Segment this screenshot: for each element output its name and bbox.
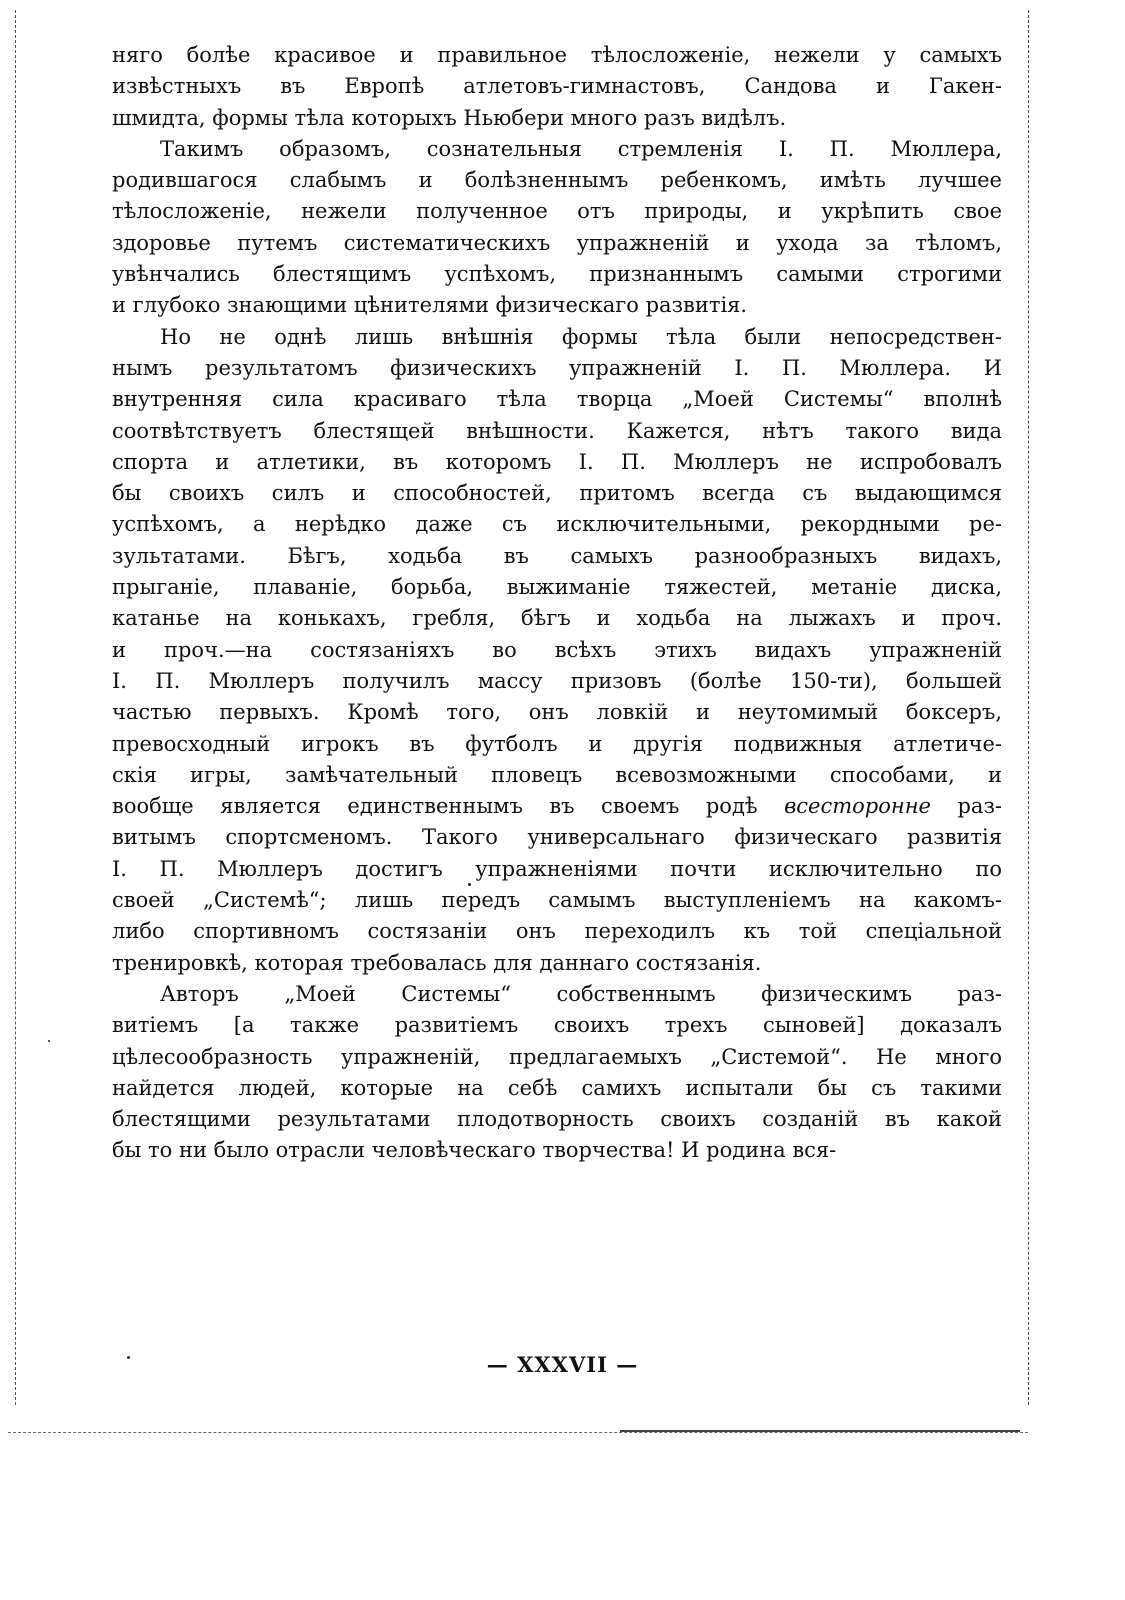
text-line [112, 791, 1002, 822]
text-line: частью первыхъ. Кромѣ того, онъ ловкій и неутомимый боксеръ, [112, 700, 1002, 725]
scan-left-edge [15, 10, 16, 1405]
text-line: здоровье путемъ систематическихъ упражненій и ухода за тѣломъ, [112, 230, 1002, 255]
text-line: и проч.—на состязаніяхъ во всѣхъ этихъ видахъ упражненій [112, 637, 1002, 662]
text-line: Авторъ „Моей Системы“ собственнымъ физическимъ раз- [160, 981, 1002, 1006]
text-line: цѣлесообразность упражненій, предлагаемыхъ „Системой“. Не много [112, 1044, 1002, 1069]
text-line: спорта и атлетики, въ которомъ I. П. Мюллеръ не испробовалъ [112, 449, 1002, 474]
scan-bottom-rule [620, 1430, 1020, 1432]
text-line: I. П. Мюллеръ достигъ упражненіями почти исключительно по [112, 856, 1002, 881]
text-line: нымъ результатомъ физическихъ упражненій I. П. Мюллера. И [112, 355, 1002, 380]
paragraph [112, 134, 1002, 322]
text-line: найдется людей, которые на себѣ самихъ испытали бы съ такими [112, 1075, 1002, 1100]
text-line: катанье на конькахъ, гребля, бѣгъ и ходьба на лыжахъ и проч. [112, 606, 1002, 631]
page-number: — XXXVII — [486, 1352, 639, 1377]
text-run: раз- [930, 794, 1003, 819]
body-text [112, 40, 1002, 1167]
text-line: и глубоко знающими цѣнителями физическаго развитія. [112, 293, 748, 318]
text-run: вообще является единственнымъ въ своемъ родѣ [112, 794, 785, 819]
text-line: I. П. Мюллеръ получилъ массу призовъ (болѣе 150-ти), большей [112, 668, 1002, 693]
text-line: успѣхомъ, а нерѣдко даже съ исключительными, рекордными ре- [112, 512, 1002, 537]
text-line: своей „Системѣ“; лишь передъ самымъ выступленіемъ на какомъ- [112, 888, 1002, 913]
paragraph [112, 40, 1002, 134]
text-line: превосходный игрокъ въ футболъ и другія подвижныя атлетиче- [112, 731, 1002, 756]
scan-speck [48, 1040, 50, 1042]
text-line: тренировкѣ, которая требовалась для даннаго состязанія. [112, 950, 762, 975]
text-line: прыганіе, плаваніе, борьба, выжиманіе тяжестей, метаніе диска, [112, 575, 1002, 600]
text-line: бы своихъ силъ и способностей, притомъ всегда съ выдающимся [112, 481, 1002, 506]
text-line: соотвѣтствуетъ блестящей внѣшности. Кажется, нѣтъ такого вида [112, 418, 1002, 443]
text-line: шмидта, формы тѣла которыхъ Ньюбери много разъ видѣлъ. [112, 105, 787, 130]
text-line: зультатами. Бѣгъ, ходьба въ самыхъ разнообразныхъ видахъ, [112, 543, 1002, 568]
text-line: витіемъ [а также развитіемъ своихъ трехъ сыновей] доказалъ [112, 1013, 1002, 1038]
text-line: либо спортивномъ состязаніи онъ переходилъ къ той спеціальной [112, 919, 1002, 944]
text-line: скія игры, замѣчательный пловецъ всевозможными способами, и [112, 762, 1002, 787]
text-line: витымъ спортсменомъ. Такого универсальнаго физическаго развитія [112, 825, 1002, 850]
paragraph [112, 979, 1002, 1167]
text-line: блестящими результатами плодотворность своихъ созданій въ какой [112, 1107, 1002, 1132]
paragraph [112, 322, 1002, 979]
text-line: Такимъ образомъ, сознательныя стремленія I. П. Мюллера, [160, 136, 1002, 161]
italic-text-run: всесторонне [784, 794, 931, 819]
scan-right-edge [1028, 10, 1029, 1405]
text-line: Но не однѣ лишь внѣшнія формы тѣла были непосредствен- [160, 324, 1002, 349]
text-line: тѣлосложеніе, нежели полученное отъ природы, и укрѣпить свое [112, 199, 1002, 224]
text-line: увѣнчались блестящимъ успѣхомъ, признаннымъ самыми строгими [112, 262, 1002, 287]
text-line: бы то ни было отрасли человѣческаго творчества! И родина вся- [112, 1138, 837, 1163]
text-line: няго болѣе красивое и правильное тѣлосложеніе, нежели у самыхъ [112, 43, 1002, 67]
text-line: извѣстныхъ въ Европѣ атлетовъ-гимнастовъ, Сандова и Гакен- [112, 74, 1002, 99]
scan-bottom-edge [8, 1432, 1028, 1433]
text-line: внутренняя сила красиваго тѣла творца „Моей Системы“ вполнѣ [112, 387, 1002, 412]
text-line: родившагося слабымъ и болѣзненнымъ ребенкомъ, имѣть лучшее [112, 168, 1002, 193]
